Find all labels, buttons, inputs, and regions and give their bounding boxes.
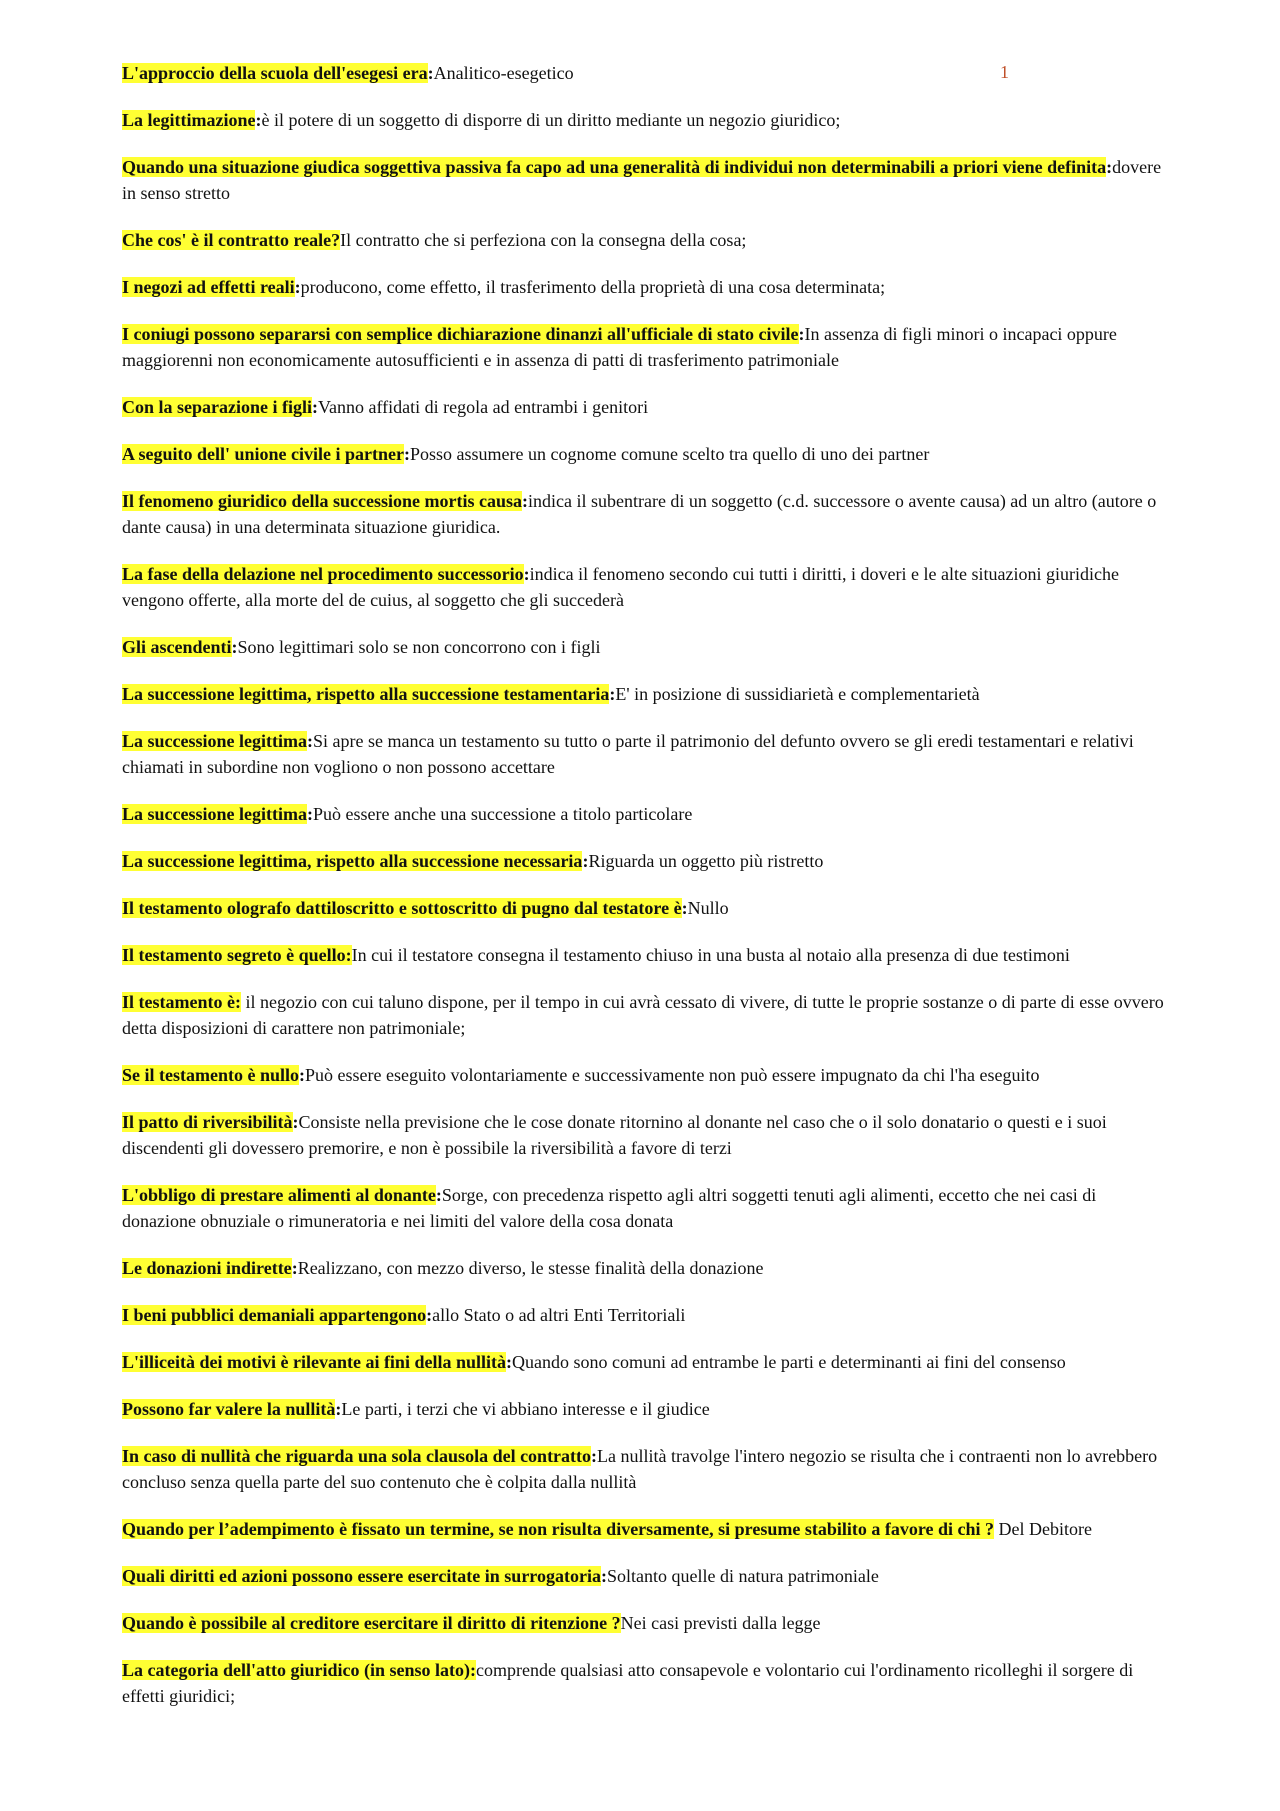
qa-entry	[122, 1657, 1172, 1709]
separator: :	[306, 731, 313, 751]
qa-entry	[122, 107, 1172, 133]
qa-entry	[122, 1109, 1172, 1161]
question: Gli ascendenti	[122, 637, 232, 657]
qa-entry	[122, 441, 1172, 467]
answer: Sono legittimari solo se non concorrono con i figli	[237, 637, 601, 657]
page-number: 1	[1000, 62, 1009, 82]
qa-entry	[122, 942, 1172, 968]
separator: :	[1106, 157, 1113, 177]
question: Il testamento segreto è quello:	[122, 945, 352, 965]
answer: In assenza di figli minori o incapaci oppure maggiorenni non economicamente autosufficienti e in assenza di patti di trasferimento patrimoniale	[122, 324, 1117, 370]
question: L'illiceità dei motivi è rilevante ai fini della nullità	[122, 1352, 506, 1372]
separator: :	[306, 804, 313, 824]
separator: :	[231, 637, 238, 657]
question: Il testamento olografo dattiloscritto e sottoscritto di pugno dal testatore è	[122, 898, 682, 918]
separator: :	[426, 1305, 433, 1325]
question: Il testamento è:	[122, 992, 241, 1012]
qa-entry	[122, 1563, 1172, 1589]
answer: indica il subentrare di un soggetto (c.d. successore o avente causa) ad un altro (autore o dante causa) in una determinata situazione giuridica.	[122, 491, 1157, 537]
qa-entry	[122, 989, 1172, 1041]
answer: producono, come effetto, il trasferimento della proprietà di una cosa determinata;	[300, 277, 886, 297]
answer: E' in posizione di sussidiarietà e complementarietà	[615, 684, 980, 704]
question: Quando una situazione giudica soggettiva passiva fa capo ad una generalità di individui non determinabili a priori viene definita	[122, 157, 1107, 177]
answer: Analitico-esegetico	[433, 63, 574, 83]
question: Le donazioni indirette	[122, 1258, 292, 1278]
qa-entry	[122, 394, 1172, 420]
qa-entry	[122, 634, 1172, 660]
answer: Può essere eseguito volontariamente e successivamente non può essere impugnato da chi l'ha eseguito	[305, 1065, 1040, 1085]
qa-entry	[122, 488, 1172, 540]
question: Il fenomeno giuridico della successione mortis causa	[122, 491, 522, 511]
answer: è il potere di un soggetto di disporre di un diritto mediante un negozio giuridico;	[261, 110, 841, 130]
separator: :	[292, 1112, 299, 1132]
question: La successione legittima	[122, 731, 307, 751]
answer: Quando sono comuni ad entrambe le parti e determinanti ai fini del consenso	[511, 1352, 1066, 1372]
qa-entry	[122, 681, 1172, 707]
separator: :	[294, 277, 301, 297]
answer: Vanno affidati di regola ad entrambi i genitori	[318, 397, 649, 417]
question: In caso di nullità che riguarda una sola clausola del contratto	[122, 1446, 592, 1466]
answer: La nullità travolge l'intero negozio se risulta che i contraenti non lo avrebbero concluso senza quella parte del suo contenuto che è colpita dalla nullità	[122, 1446, 1158, 1492]
question: La successione legittima	[122, 804, 307, 824]
answer: allo Stato o ad altri Enti Territoriali	[432, 1305, 686, 1325]
separator: :	[335, 1399, 342, 1419]
qa-entry	[122, 1516, 1172, 1542]
qa-entry	[122, 728, 1172, 780]
separator: :	[591, 1446, 598, 1466]
answer: Le parti, i terzi che vi abbiano interesse e il giudice	[341, 1399, 710, 1419]
qa-entry	[122, 1443, 1172, 1495]
question: La fase della delazione nel procedimento successorio	[122, 564, 524, 584]
answer: comprende qualsiasi atto consapevole e volontario cui l'ordinamento ricolleghi il sorgere di effetti giuridici;	[122, 1660, 1134, 1706]
separator: :	[435, 1185, 442, 1205]
qa-entry	[122, 274, 1172, 300]
answer: Realizzano, con mezzo diverso, le stesse finalità della donazione	[297, 1258, 764, 1278]
question: La successione legittima, rispetto alla successione necessaria	[122, 851, 583, 871]
qa-entry	[122, 1302, 1172, 1328]
qa-entry	[122, 801, 1172, 827]
answer: Riguarda un oggetto più ristretto	[588, 851, 824, 871]
question: I negozi ad effetti reali	[122, 277, 295, 297]
question: La successione legittima, rispetto alla successione testamentaria	[122, 684, 610, 704]
qa-entry	[122, 561, 1172, 613]
question: Quando per l’adempimento è fissato un termine, se non risulta diversamente, si presume stabilito a favore di chi ?	[122, 1519, 994, 1539]
answer: Soltanto quelle di natura patrimoniale	[606, 1566, 879, 1586]
question: A seguito dell' unione civile i partner	[122, 444, 404, 464]
separator: :	[299, 1065, 305, 1085]
separator: :	[798, 324, 805, 344]
qa-entry	[122, 321, 1172, 373]
separator: :	[681, 898, 688, 918]
qa-entry	[122, 1062, 1172, 1088]
question: I coniugi possono separarsi con semplice dichiarazione dinanzi all'ufficiale di stato civile	[122, 324, 799, 344]
qa-entry	[122, 1349, 1172, 1375]
answer: Nullo	[687, 898, 729, 918]
question: L'approccio della scuola dell'esegesi era	[122, 63, 428, 83]
separator: :	[600, 1566, 607, 1586]
question: L'obbligo di prestare alimenti al donante	[122, 1185, 436, 1205]
answer: Nei casi previsti dalla legge	[620, 1613, 821, 1633]
answer: Il contratto che si perfeziona con la consegna della cosa;	[340, 230, 747, 250]
qa-entry	[122, 1255, 1172, 1281]
separator: :	[609, 684, 616, 704]
answer: In cui il testatore consegna il testamento chiuso in una busta al notaio alla presenza di due testimoni	[351, 945, 1070, 965]
qa-entry	[122, 1610, 1172, 1636]
question: Possono far valere la nullità	[122, 1399, 336, 1419]
qa-entry	[122, 154, 1172, 206]
qa-entry	[122, 1396, 1172, 1422]
question: La categoria dell'atto giuridico (in senso lato):	[122, 1660, 476, 1680]
question: Quando è possibile al creditore esercitare il diritto di ritenzione ?	[122, 1613, 621, 1633]
separator: :	[521, 491, 528, 511]
document-page	[122, 60, 1172, 1730]
separator: :	[582, 851, 589, 871]
answer: Del Debitore	[994, 1519, 1092, 1539]
answer: dovere in senso stretto	[122, 157, 1162, 203]
separator: :	[505, 1352, 512, 1372]
qa-entry	[122, 895, 1172, 921]
answer: Può essere anche una successione a titolo particolare	[312, 804, 693, 824]
question: Con la separazione i figli	[122, 397, 312, 417]
qa-entry	[122, 60, 1172, 86]
separator: :	[523, 564, 530, 584]
answer: Consiste nella previsione che le cose donate ritornino al donante nel caso che o il solo donatario o questi e i suoi discendenti gli dovessero premorire, e non è possibile la riversibilità a favore di terzi	[122, 1112, 1107, 1158]
qa-entry	[122, 227, 1172, 253]
separator: :	[312, 397, 318, 417]
separator: :	[291, 1258, 298, 1278]
question: I beni pubblici demaniali appartengono	[122, 1305, 427, 1325]
answer: il negozio con cui taluno dispone, per il tempo in cui avrà cessato di vivere, di tutte le proprie sostanze o di parte di esse ovvero detta disposizioni di carattere non patrimoniale;	[122, 992, 1164, 1038]
answer: Posso assumere un cognome comune scelto tra quello di uno dei partner	[410, 444, 930, 464]
question: Il patto di riversibilità	[122, 1112, 293, 1132]
question: Che cos' è il contratto reale?	[122, 230, 341, 250]
separator: :	[255, 110, 262, 130]
question: La legittimazione	[122, 110, 256, 130]
qa-entry	[122, 1182, 1172, 1234]
separator: :	[427, 63, 434, 83]
answer: Sorge, con precedenza rispetto agli altri soggetti tenuti agli alimenti, eccetto che nei casi di donazione obnuziale o rimuneratoria e nei limiti del valore della cosa donata	[122, 1185, 1097, 1231]
answer: indica il fenomeno secondo cui tutti i diritti, i doveri e le alte situazioni giuridiche vengono offerte, alla morte del de cuius, al soggetto che gli succederà	[122, 564, 1119, 610]
question: Quali diritti ed azioni possono essere esercitate in surrogatoria	[122, 1566, 601, 1586]
answer: Si apre se manca un testamento su tutto o parte il patrimonio del defunto ovvero se gli eredi testamentari e relativi chiamati in subordine non vogliono o non possono accettare	[122, 731, 1134, 777]
separator: :	[404, 444, 410, 464]
qa-entry	[122, 848, 1172, 874]
question: Se il testamento è nullo	[122, 1065, 299, 1085]
